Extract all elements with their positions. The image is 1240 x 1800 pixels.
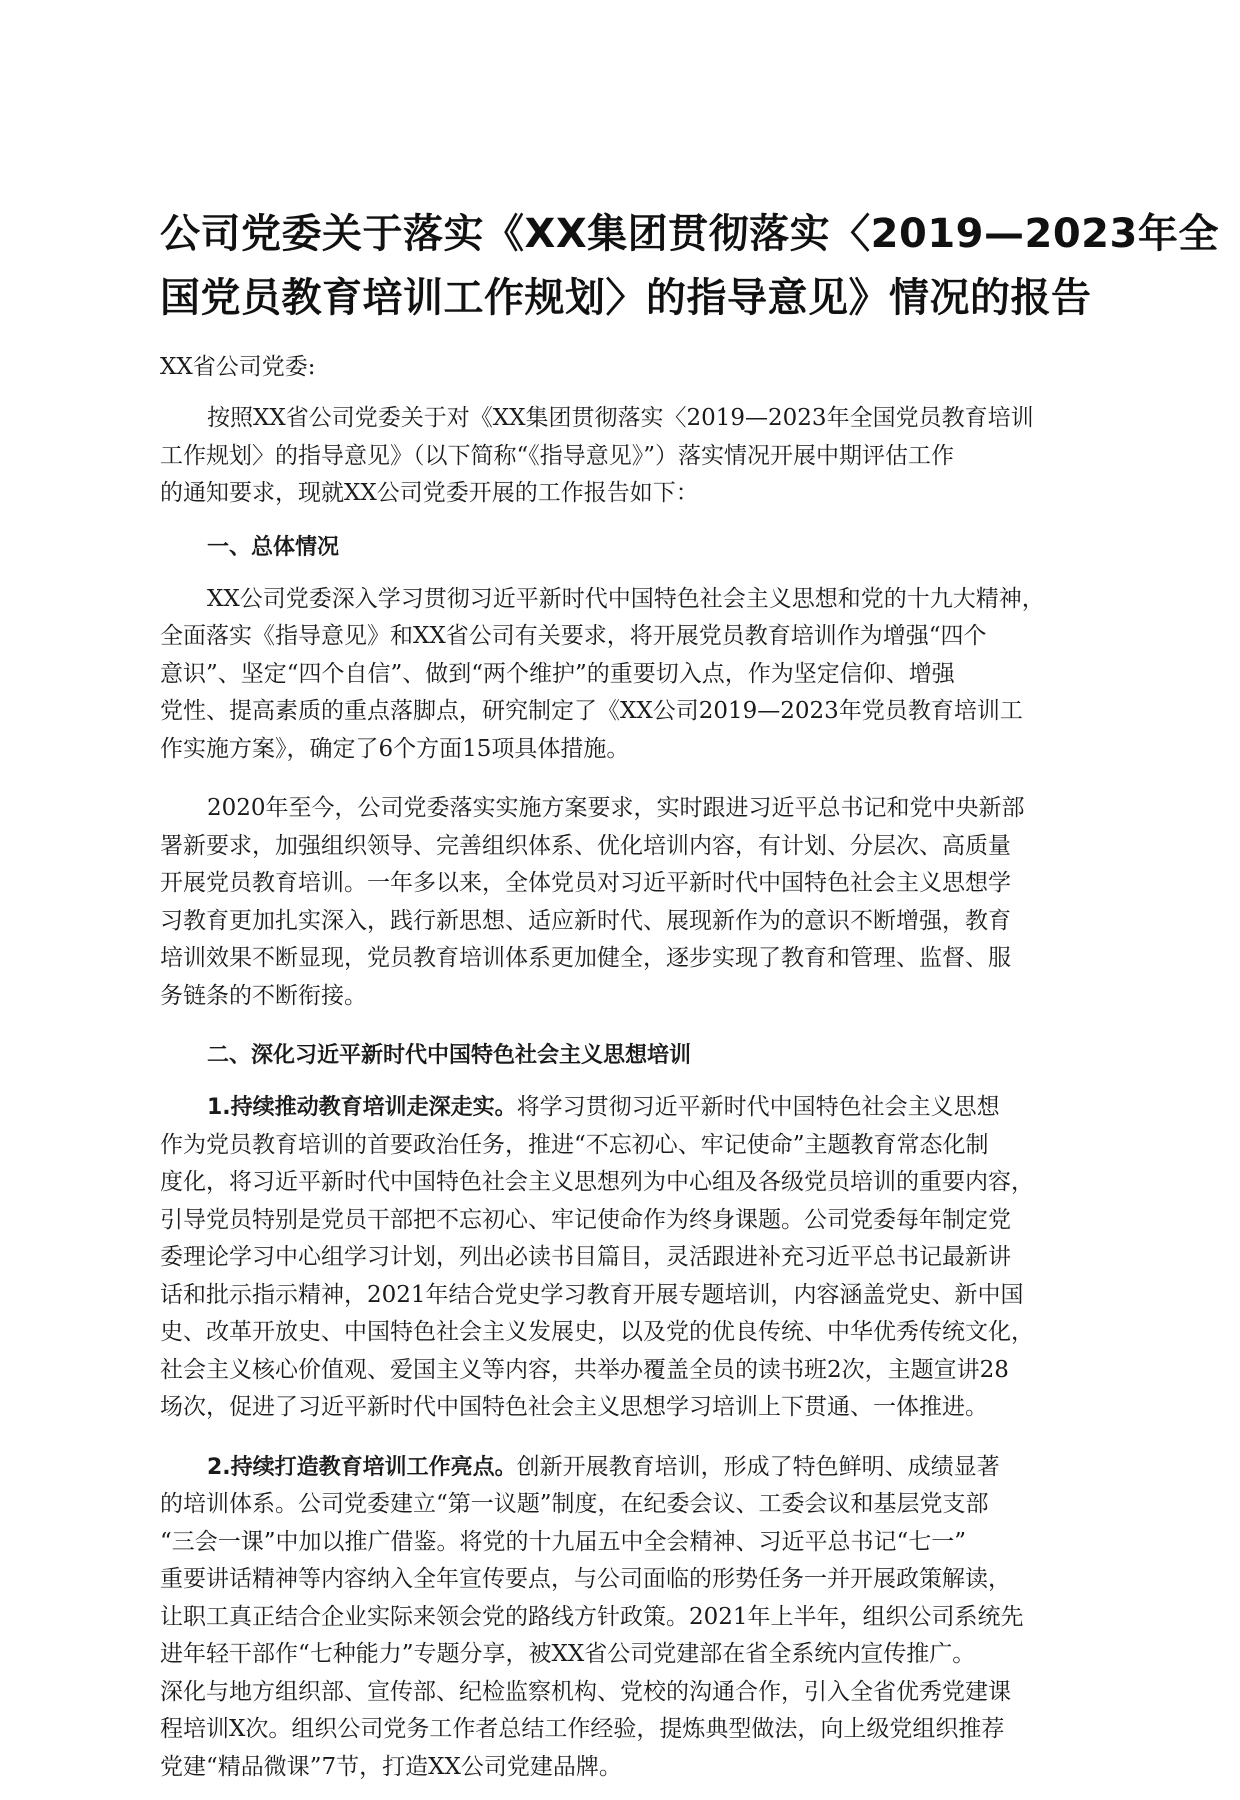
- paragraph-line: 按照XX省公司党委关于对《XX集团贯彻落实〈2019—2023年全国党员教育培训: [207, 405, 1034, 431]
- title-line: 国党员教育培训工作规划〉的指导意见》情况的报告: [160, 275, 1092, 321]
- paragraph-line: 作实施方案》，确定了6个方面15项具体措施。: [160, 735, 630, 762]
- salutation: XX省公司党委:: [160, 354, 316, 380]
- intro-paragraph: [160, 400, 1080, 513]
- overview-paragraph-1: [160, 581, 1080, 769]
- paragraph-line: 深化与地方组织部、宣传部、纪检监察机构、党校的沟通合作，引入全省优秀党建课: [160, 1678, 1011, 1705]
- section-heading-overview: 一、总体情况: [207, 534, 340, 560]
- item-2-lead: 2.持续打造教育培训工作亮点。: [207, 1454, 517, 1480]
- paragraph-line: [160, 1089, 1080, 1127]
- paragraph-line: 让职工真正结合企业实际来领会党的路线方针政策。2021年上半年，组织公司系统先: [160, 1603, 1024, 1630]
- paragraph-line: 作为党员教育培训的首要政治任务，推进“不忘初心、牢记使命”主题教育常态化制: [160, 1131, 989, 1158]
- paragraph-line: XX公司党委深入学习贯彻习近平新时代中国特色社会主义思想和党的十九大精神，: [207, 585, 1045, 612]
- title-line: 公司党委关于落实《XX集团贯彻落实〈2019—2023年全: [160, 211, 1219, 257]
- paragraph-line: 进年轻干部作“七种能力”专题分享，被XX省公司党建部在省全系统内宣传推广。: [160, 1641, 976, 1667]
- paragraph-line: 署新要求，加强组织领导、完善组织体系、优化培训内容，有计划、分层次、高质量: [160, 832, 1011, 859]
- paragraph-line: 话和批示指示精神，2021年结合党史学习教育开展专题培训，内容涵盖党史、新中国: [160, 1281, 1024, 1308]
- item-1-first-line-rest: 将学习贯彻习近平新时代中国特色社会主义思想: [516, 1094, 1000, 1120]
- paragraph-line: 引导党员特别是党员干部把不忘初心、牢记使命作为终身课题。公司党委每年制定党: [160, 1206, 1011, 1233]
- overview-paragraph-2: [160, 790, 1080, 1015]
- item-1-lead: 1.持续推动教育培训走深走实。: [207, 1095, 517, 1120]
- document-title: [160, 202, 1219, 330]
- item-2-first-line-rest: 创新开展教育培训，形成了特色鲜明、成绩显著: [516, 1453, 1000, 1480]
- paragraph-line: 意识”、坚定“四个自信”、做到“两个维护”的重要切入点，作为坚定信仰、增强: [160, 660, 955, 687]
- section-heading-training: 二、深化习近平新时代中国特色社会主义思想培训: [207, 1043, 692, 1068]
- paragraph-line: 委理论学习中心组学习计划，列出必读书目篇目，灵活跟进补充习近平总书记最新讲: [160, 1244, 1011, 1270]
- paragraph-line: 工作规划〉的指导意见》（以下简称“《指导意见》”）落实情况开展中期评估工作: [160, 442, 955, 469]
- paragraph-line: 开展党员教育培训。一年多以来，全体党员对习近平新时代中国特色社会主义思想学: [160, 870, 1011, 896]
- paragraph-line: 务链条的不断衔接。: [160, 982, 367, 1009]
- paragraph-line: 培训效果不断显现，党员教育培训体系更加健全，逐步实现了教育和管理、监督、服: [160, 945, 1011, 971]
- paragraph-line: 的培训体系。公司党委建立“第一议题”制度，在纪委会议、工委会议和基层党支部: [160, 1491, 989, 1517]
- paragraph-line: “三会一课”中加以推广借鉴。将党的十九届五中全会精神、习近平总书记“七一”: [160, 1528, 967, 1555]
- paragraph-line: 程培训X次。组织公司党务工作者总结工作经验，提炼典型做法，向上级党组织推荐: [160, 1716, 1005, 1742]
- paragraph-line: 2020年至今，公司党委落实实施方案要求，实时跟进习近平总书记和党中央新部: [207, 795, 1025, 821]
- document-body: [160, 202, 1219, 1800]
- paragraph-line: 的通知要求，现就XX公司党委开展的工作报告如下：: [160, 480, 699, 506]
- paragraph-line: 党建“精品微课”7节，打造XX公司党建品牌。: [160, 1753, 622, 1780]
- paragraph-line: 史、改革开放史、中国特色社会主义发展史，以及党的优良传统、中华优秀传统文化，: [160, 1319, 1034, 1345]
- paragraph-line: 重要讲话精神等内容纳入全年宣传要点，与公司面临的形势任务一并开展政策解读，: [160, 1566, 1011, 1592]
- paragraph-line: 度化，将习近平新时代中国特色社会主义思想列为中心组及各级党员培训的重要内容，: [160, 1169, 1034, 1195]
- item-1-paragraph: [160, 1089, 1080, 1427]
- paragraph-line: 习教育更加扎实深入，践行新思想、适应新时代、展现新作为的意识不断增强，教育: [160, 907, 1011, 934]
- paragraph-line: 社会主义核心价值观、爱国主义等内容，共举办覆盖全员的读书班2次，主题宣讲28: [160, 1356, 1009, 1383]
- paragraph-line: 全面落实《指导意见》和XX省公司有关要求，将开展党员教育培训作为增强“四个: [160, 623, 987, 649]
- item-2-paragraph: [160, 1449, 1080, 1787]
- paragraph-line: 场次，促进了习近平新时代中国特色社会主义思想学习培训上下贯通、一体推进。: [160, 1394, 988, 1420]
- paragraph-line: 党性、提高素质的重点落脚点，研究制定了《XX公司2019—2023年党员教育培训工: [160, 698, 1023, 724]
- paragraph-line: [160, 1449, 1080, 1487]
